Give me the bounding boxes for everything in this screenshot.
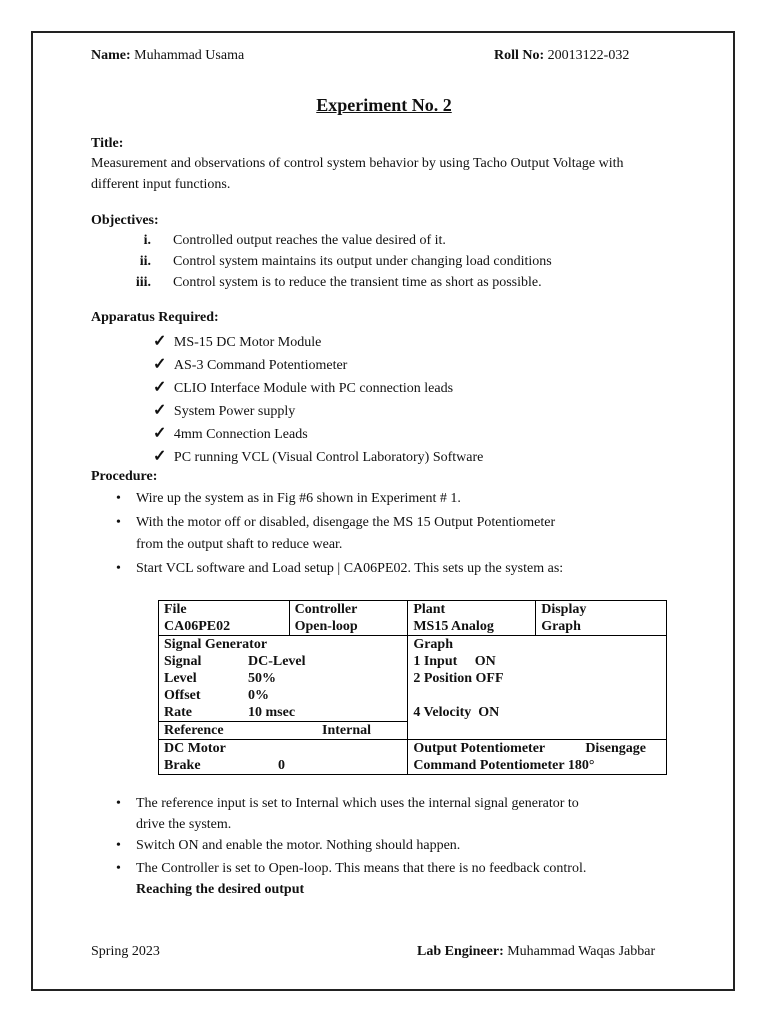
- table-row: [159, 601, 667, 636]
- objective-number: ii.: [139, 254, 151, 269]
- dc-motor-heading: DC Motor: [164, 741, 226, 756]
- reference-label: Reference: [164, 723, 224, 738]
- apparatus-text: MS-15 DC Motor Module: [173, 335, 322, 350]
- controller-label: Controller: [294, 602, 358, 617]
- signal-row: [164, 653, 402, 670]
- dc-motor-cell: [159, 740, 408, 775]
- rate-row: [164, 704, 402, 721]
- objective-text: Control system maintains its output under changing load conditions: [173, 254, 552, 269]
- graph-input: 1 Input ON: [413, 654, 496, 669]
- procedure-heading: Procedure:: [91, 469, 158, 484]
- brake-value: 0: [278, 758, 285, 773]
- roll-value: 20013122-032: [547, 48, 630, 63]
- graph-cell: [408, 636, 667, 740]
- title-line-2: different input functions.: [91, 177, 231, 192]
- output-pot-row: [413, 740, 661, 757]
- name-value: Muhammad Usama: [134, 48, 245, 63]
- roll-number: [494, 48, 629, 64]
- footer-semester: Spring 2023: [91, 944, 160, 959]
- file-value: CA06PE02: [164, 619, 231, 634]
- experiment-title: Experiment No. 2: [316, 95, 452, 115]
- table-cell: [536, 601, 667, 636]
- title-heading: Title:: [91, 136, 124, 151]
- note-1-line-1: The reference input is set to Internal which uses the internal signal generator to: [136, 796, 579, 811]
- rate-value: 10 msec: [248, 705, 296, 720]
- graph-heading: Graph: [413, 637, 453, 652]
- objective-number: i.: [143, 233, 151, 248]
- objective-text: Control system is to reduce the transient time as short as possible.: [173, 275, 542, 290]
- table-cell: [408, 601, 536, 636]
- apparatus-heading: Apparatus Required:: [91, 310, 219, 325]
- plant-value: MS15 Analog: [413, 619, 494, 634]
- apparatus-item: [153, 377, 453, 397]
- apparatus-text: 4mm Connection Leads: [173, 427, 308, 442]
- checkmark-icon: ✓: [153, 425, 167, 442]
- table-cell: [159, 601, 290, 636]
- setup-table: [158, 600, 667, 775]
- reference-value: Internal: [322, 723, 371, 738]
- potentiometer-cell: [408, 740, 667, 775]
- graph-position: 2 Position OFF: [413, 671, 504, 686]
- checkmark-icon: ✓: [153, 379, 167, 396]
- apparatus-text: PC running VCL (Visual Control Laboratory) Software: [173, 450, 484, 465]
- apparatus-item: [153, 354, 347, 374]
- objectives-heading: Objectives:: [91, 213, 159, 228]
- plant-label: Plant: [413, 602, 446, 617]
- display-label: Display: [541, 602, 587, 617]
- signal-generator-heading: Signal Generator: [164, 637, 268, 652]
- table-row: [159, 636, 667, 722]
- apparatus-text: System Power supply: [173, 404, 296, 419]
- roll-label: Roll No:: [494, 48, 545, 63]
- bullet-icon: •: [116, 796, 121, 811]
- subheading-reaching-desired-output: Reaching the desired output: [136, 882, 305, 897]
- output-pot-value: Disengage: [585, 741, 646, 756]
- checkmark-icon: ✓: [153, 402, 167, 419]
- brake-row: [164, 757, 402, 774]
- command-pot-value: 180°: [567, 758, 595, 773]
- reference-cell: [159, 722, 408, 740]
- title-line-1: Measurement and observations of control system behavior by using Tacho Output Voltage with: [91, 156, 624, 171]
- procedure-step-2-line-2: from the output shaft to reduce wear.: [136, 537, 343, 552]
- note-3: The Controller is set to Open-loop. This means that there is no feedback control.: [136, 861, 587, 876]
- graph-spacer: [413, 687, 661, 704]
- name-label: Name:: [91, 48, 131, 63]
- level-row: [164, 670, 402, 687]
- bullet-icon: •: [116, 861, 121, 876]
- procedure-step-1: Wire up the system as in Fig #6 shown in Experiment # 1.: [136, 491, 461, 506]
- apparatus-item: [153, 423, 308, 443]
- engineer-label: Lab Engineer:: [417, 944, 504, 959]
- offset-row: [164, 687, 402, 704]
- objective-text: Controlled output reaches the value desired of it.: [173, 233, 446, 248]
- reference-row: [164, 722, 402, 739]
- checkmark-icon: ✓: [153, 448, 167, 465]
- offset-value: 0%: [248, 688, 269, 703]
- checkmark-icon: ✓: [153, 333, 167, 350]
- apparatus-item: [153, 446, 483, 466]
- note-2: Switch ON and enable the motor. Nothing should happen.: [136, 838, 461, 853]
- rate-label: Rate: [164, 705, 192, 720]
- procedure-bullet-icon: •: [116, 561, 121, 576]
- objective-number: iii.: [135, 275, 151, 290]
- command-pot-row: [413, 757, 661, 774]
- footer-lab-engineer: [417, 944, 655, 960]
- procedure-bullet-icon: •: [116, 515, 121, 530]
- table-cell: [289, 601, 408, 636]
- file-label: File: [164, 602, 187, 617]
- note-1-line-2: drive the system.: [136, 817, 232, 832]
- graph-velocity: 4 Velocity ON: [413, 705, 500, 720]
- signal-value: DC-Level: [248, 654, 306, 669]
- checkmark-icon: ✓: [153, 356, 167, 373]
- bullet-icon: •: [116, 838, 121, 853]
- controller-value: Open-loop: [294, 619, 358, 634]
- student-name: [91, 48, 244, 64]
- apparatus-text: CLIO Interface Module with PC connection leads: [173, 381, 454, 396]
- signal-label: Signal: [164, 654, 202, 669]
- level-value: 50%: [248, 671, 276, 686]
- table-row: [159, 740, 667, 775]
- offset-label: Offset: [164, 688, 201, 703]
- procedure-step-2-line-1: With the motor off or disabled, disengage the MS 15 Output Potentiometer: [136, 515, 556, 530]
- output-pot-label: Output Potentiometer: [413, 741, 546, 756]
- engineer-value: Muhammad Waqas Jabbar: [507, 944, 656, 959]
- apparatus-item: [153, 400, 295, 420]
- apparatus-item: [153, 331, 321, 351]
- display-value: Graph: [541, 619, 581, 634]
- procedure-bullet-icon: •: [116, 491, 121, 506]
- command-pot-label: Command Potentiometer: [413, 758, 565, 773]
- brake-label: Brake: [164, 758, 201, 773]
- apparatus-text: AS-3 Command Potentiometer: [173, 358, 348, 373]
- level-label: Level: [164, 671, 197, 686]
- signal-generator-cell: [159, 636, 408, 722]
- procedure-step-3: Start VCL software and Load setup | CA06PE02. This sets up the system as:: [136, 561, 564, 576]
